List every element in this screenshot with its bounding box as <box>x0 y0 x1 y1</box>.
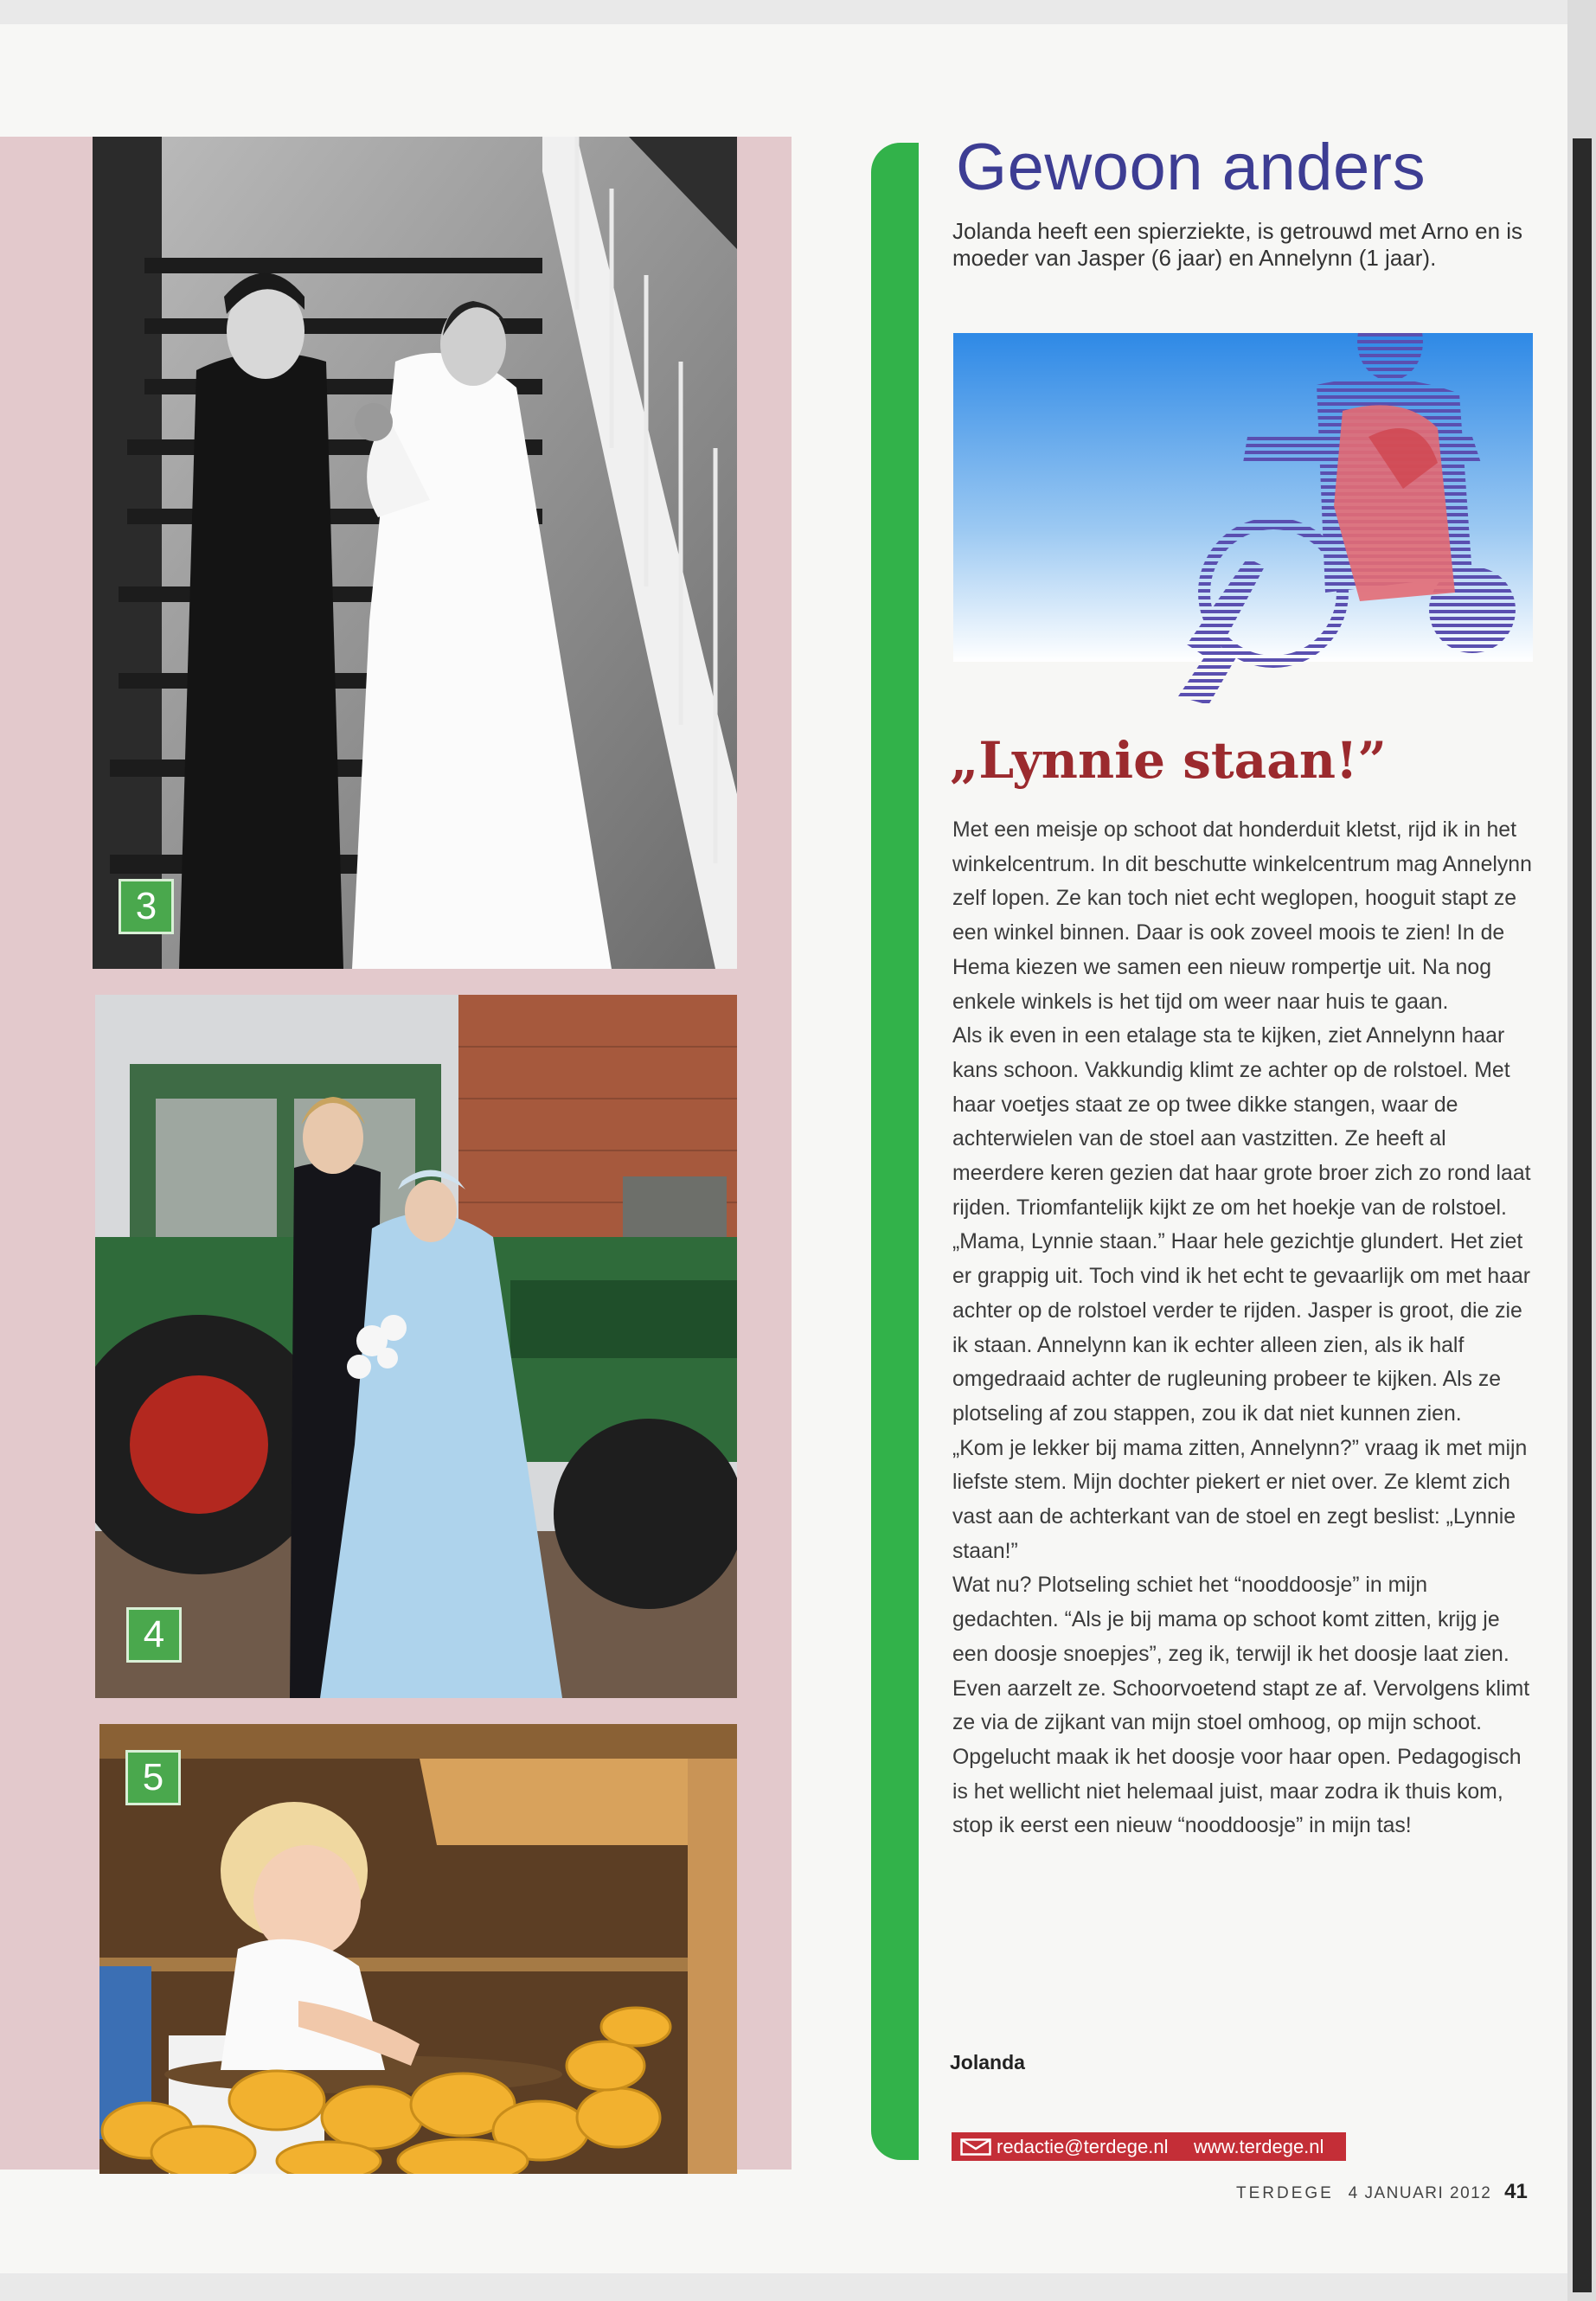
child-with-cheeses-photo <box>99 1724 737 2174</box>
scan-binding-strip <box>1573 138 1592 2292</box>
contact-website-link[interactable]: www.terdege.nl <box>1194 2136 1324 2157</box>
issue-date: 4 JANUARI 2012 <box>1348 2184 1492 2202</box>
article-title: Gewoon anders <box>956 131 1426 204</box>
wedding-photo-bw <box>93 137 737 969</box>
publication-name: TERDEGE <box>1236 2184 1334 2202</box>
author-signature: Jolanda <box>950 2051 1025 2073</box>
article-body: Met een meisje op schoot dat honderduit kletst, rijd ik in het winkelcentrum. In dit beschutte winkelcentrum mag Annelynn zelf lopen. Ze kan toch niet echt weglopen, hooguit stapt ze een winkel binnen. Daar is ook zoveel moois te zien! In de Hema kiezen we samen een nieuw rompertje uit. Na nog enkele winkels is het tijd om weer naar huis te gaan. Als ik even in een etalage sta te kijken, ziet Annelynn haar kans schoon. Vakkundig klimt ze achter op de rolstoel. Met haar voetjes staat ze op twee dikke stangen, waar de achterwielen van de stoel aan vastzitten. Ze heeft al meerdere keren gezien dat haar grote broer zich zo rond laat rijden. Triomfantelijk kijkt ze om het hoekje van de rolstoel. „Mama, Lynnie staan.” Haar hele gezichtje glundert. Het ziet er grappig uit. Toch vind ik het echt te gevaarlijk om met haar achter op de rolstoel verder te rijden. Jasper is groot, die zie ik staan. Annelynn kan ik echter alleen zien, als ik half omgedraaid achter de rugleuning probeer te kijken. Als ze plotseling af zou stappen, zou ik dat niet kunnen zien. „Kom je lekker bij mama zitten, Annelynn?” vraag ik met mijn liefste stem. Mijn dochter piekert er niet over. Ze klemt zich vast aan de achterkant van de stoel en zegt beslist: „Lynnie staan!” Wat nu? Plotseling schiet het “nooddoosje” in mijn gedachten. “Als je bij mama op schoot komt zitten, krijg je een doosje snoepjes”, zeg ik, terwijl ik het doosje laat zien. Even aarzelt ze. Schoorvoetend stapt ze af. Vervolgens klimt ze via de zijkant van mijn stoel omhoog, op mijn schoot. Opgelucht maak ik het doosje voor haar open. Pedagogisch is het wellicht niet helemaal juist, maar zodra ik thuis kom, stop ik eerst een nieuw “nooddoosje” in mijn tas! <box>952 818 1532 1838</box>
mail-icon <box>960 2138 991 2156</box>
accent-bar <box>871 143 919 2160</box>
article-intro: Jolanda heeft een spierziekte, is getrouwd met Arno en is moeder van Jasper (6 jaar) en Annelynn (1 jaar). <box>952 218 1523 271</box>
wheelchair-illustration <box>953 333 1533 714</box>
photo-number-badge: 3 <box>119 879 174 934</box>
contact-bar <box>952 2132 1346 2161</box>
wedding-photo-tractor <box>95 995 737 1698</box>
contact-email-link[interactable]: redactie@terdege.nl <box>997 2136 1169 2157</box>
page-footer <box>1236 2180 1528 2204</box>
page-number: 41 <box>1504 2180 1528 2203</box>
article-subtitle: „Lynnie staan!” <box>950 731 1387 790</box>
photo-number-badge: 5 <box>125 1750 181 1805</box>
photo-number-badge: 4 <box>126 1607 182 1663</box>
